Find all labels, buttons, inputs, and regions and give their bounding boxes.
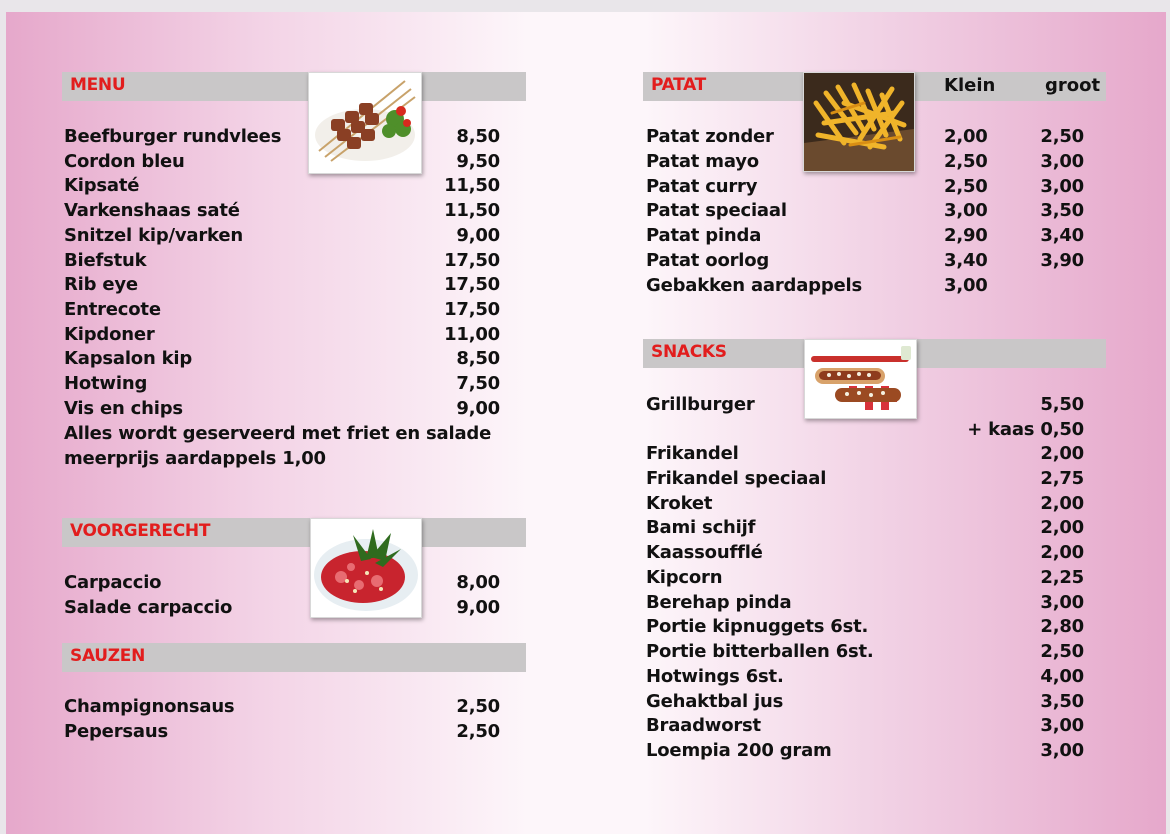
item-name: Carpaccio (64, 572, 162, 593)
item-price: 9,00 (456, 224, 500, 246)
item-price: 8,00 (456, 572, 500, 593)
item-price: 2,75 (1040, 467, 1084, 489)
item-name: Patat zonder (646, 126, 774, 147)
snack-item (646, 443, 1084, 468)
item-price-klein: 3,00 (944, 274, 988, 296)
item-price: 11,50 (444, 175, 500, 197)
sauzen-title: SAUZEN (70, 646, 146, 666)
item-name: Portie kipnuggets 6st. (646, 616, 869, 638)
item-price: 2,50 (1040, 641, 1084, 662)
item-name: Gebakken aardappels (646, 274, 863, 296)
snack-item (646, 493, 1084, 518)
item-name: Beefburger rundvlees (64, 126, 282, 147)
patat-title: PATAT (651, 75, 706, 95)
item-price: 2,00 (1040, 517, 1084, 539)
item-price-groot: 3,00 (1040, 150, 1084, 172)
snack-item-grillburger-extra (646, 419, 1084, 444)
item-price: 8,50 (456, 348, 500, 370)
menu-item-champignonsaus (64, 696, 500, 721)
item-price: 9,50 (456, 150, 500, 172)
item-price: 11,00 (444, 323, 500, 345)
patat-item (646, 126, 1084, 151)
snack-item (646, 715, 1084, 740)
voorgerecht-title: VOORGERECHT (70, 521, 211, 541)
item-price: 4,00 (1040, 665, 1084, 687)
item-price-groot: 3,00 (1040, 175, 1084, 197)
item-name: Loempia 200 gram (646, 740, 832, 761)
menu-item-carpaccio (64, 572, 500, 597)
menu-item (64, 175, 500, 200)
item-price: 17,50 (444, 249, 500, 271)
menu-item (64, 225, 500, 250)
menu-header-bar (62, 72, 526, 101)
menu-item (64, 126, 500, 151)
item-extra: + kaas 0,50 (967, 419, 1084, 440)
top-strip (0, 0, 1170, 12)
item-price: 3,00 (1040, 740, 1084, 761)
item-name: Kapsalon kip (64, 348, 193, 370)
menu-item (64, 348, 500, 373)
menu-title: MENU (70, 75, 126, 95)
item-name: Grillburger (646, 394, 755, 415)
item-name: Patat speciaal (646, 200, 787, 222)
item-price: 9,00 (456, 397, 500, 419)
item-price: 2,00 (1040, 492, 1084, 514)
snack-item (646, 517, 1084, 542)
item-name: Kaassoufflé (646, 542, 763, 563)
snack-item (646, 567, 1084, 592)
menu-item (64, 151, 500, 176)
patat-item (646, 200, 1084, 225)
menu-item (64, 299, 500, 324)
item-name: Champignonsaus (64, 696, 235, 717)
item-price: 9,00 (456, 597, 500, 618)
menu-item (64, 398, 500, 423)
snack-item (646, 468, 1084, 493)
item-price: 2,25 (1040, 566, 1084, 588)
item-name: Varkenshaas saté (64, 200, 240, 222)
item-name: Patat mayo (646, 150, 759, 172)
item-price-groot: 3,50 (1040, 200, 1084, 222)
item-price: 2,50 (456, 721, 500, 742)
menu-item (64, 324, 500, 349)
menu-item (64, 373, 500, 398)
item-name: Cordon bleu (64, 150, 185, 172)
item-price-klein: 3,00 (944, 200, 988, 222)
menu-note-2: meerprijs aardappels 1,00 (64, 448, 326, 469)
item-price: 2,00 (1040, 542, 1084, 563)
menu-item-salade-carpaccio (64, 597, 500, 622)
item-name: Snitzel kip/varken (64, 224, 243, 246)
item-price-klein: 2,90 (944, 225, 988, 247)
item-price-klein: 2,00 (944, 126, 988, 147)
menu-item (64, 250, 500, 275)
item-name: Kipcorn (646, 566, 723, 588)
menu-item-pepersaus (64, 721, 500, 746)
item-price: 2,80 (1040, 616, 1084, 638)
sauzen-header-bar (62, 643, 526, 672)
item-name: Braadworst (646, 715, 761, 737)
item-price: 2,00 (1040, 443, 1084, 464)
item-price-klein: 3,40 (944, 250, 988, 271)
item-name: Kroket (646, 492, 713, 514)
item-name: Kipdoner (64, 323, 155, 345)
item-name: Salade carpaccio (64, 597, 233, 618)
menu-note-1: Alles wordt geserveerd met friet en salade (64, 423, 492, 444)
patat-item (646, 275, 1084, 300)
item-name: Gehaktbal jus (646, 690, 784, 712)
item-price: 3,50 (1040, 690, 1084, 712)
item-price: 2,50 (456, 696, 500, 717)
item-name: Rib eye (64, 274, 138, 296)
voorgerecht-header-bar (62, 518, 526, 547)
patat-item (646, 250, 1084, 275)
item-name: Patat pinda (646, 225, 762, 247)
item-name: Kipsaté (64, 175, 140, 197)
item-price: 17,50 (444, 274, 500, 296)
snack-item (646, 592, 1084, 617)
snack-item (646, 616, 1084, 641)
patat-col-groot: groot (1045, 75, 1101, 96)
menu-item (64, 274, 500, 299)
item-price-klein: 2,50 (944, 175, 988, 197)
item-price-klein: 2,50 (944, 150, 988, 172)
patat-col-klein: Klein (944, 75, 996, 96)
item-name: Entrecote (64, 298, 161, 320)
snack-item (646, 691, 1084, 716)
item-name: Frikandel (646, 443, 739, 464)
patat-item (646, 151, 1084, 176)
item-price-groot: 2,50 (1040, 126, 1084, 147)
patat-item (646, 225, 1084, 250)
item-price: 7,50 (456, 373, 500, 394)
menu-item (64, 200, 500, 225)
item-name: Patat oorlog (646, 250, 770, 271)
item-price: 8,50 (456, 126, 500, 147)
item-name: Bami schijf (646, 517, 756, 539)
item-price: 17,50 (444, 298, 500, 320)
snack-item-grillburger (646, 394, 1084, 419)
snacks-title: SNACKS (651, 342, 727, 362)
item-name: Portie bitterballen 6st. (646, 641, 874, 662)
item-price-groot: 3,90 (1040, 250, 1084, 271)
item-name: Pepersaus (64, 721, 168, 742)
snack-item (646, 542, 1084, 567)
item-price: 3,00 (1040, 591, 1084, 613)
snack-item (646, 666, 1084, 691)
item-name: Hotwings 6st. (646, 665, 784, 687)
item-price: 3,00 (1040, 715, 1084, 737)
item-name: Hotwing (64, 373, 148, 394)
item-price: 5,50 (1040, 394, 1084, 415)
item-name: Patat curry (646, 175, 758, 197)
item-price-groot: 3,40 (1040, 225, 1084, 247)
item-name: Biefstuk (64, 249, 147, 271)
item-name: Berehap pinda (646, 591, 792, 613)
snack-item (646, 740, 1084, 765)
patat-item (646, 176, 1084, 201)
item-name: Vis en chips (64, 397, 183, 419)
item-name: Frikandel speciaal (646, 467, 827, 489)
item-price: 11,50 (444, 200, 500, 222)
snack-item (646, 641, 1084, 666)
